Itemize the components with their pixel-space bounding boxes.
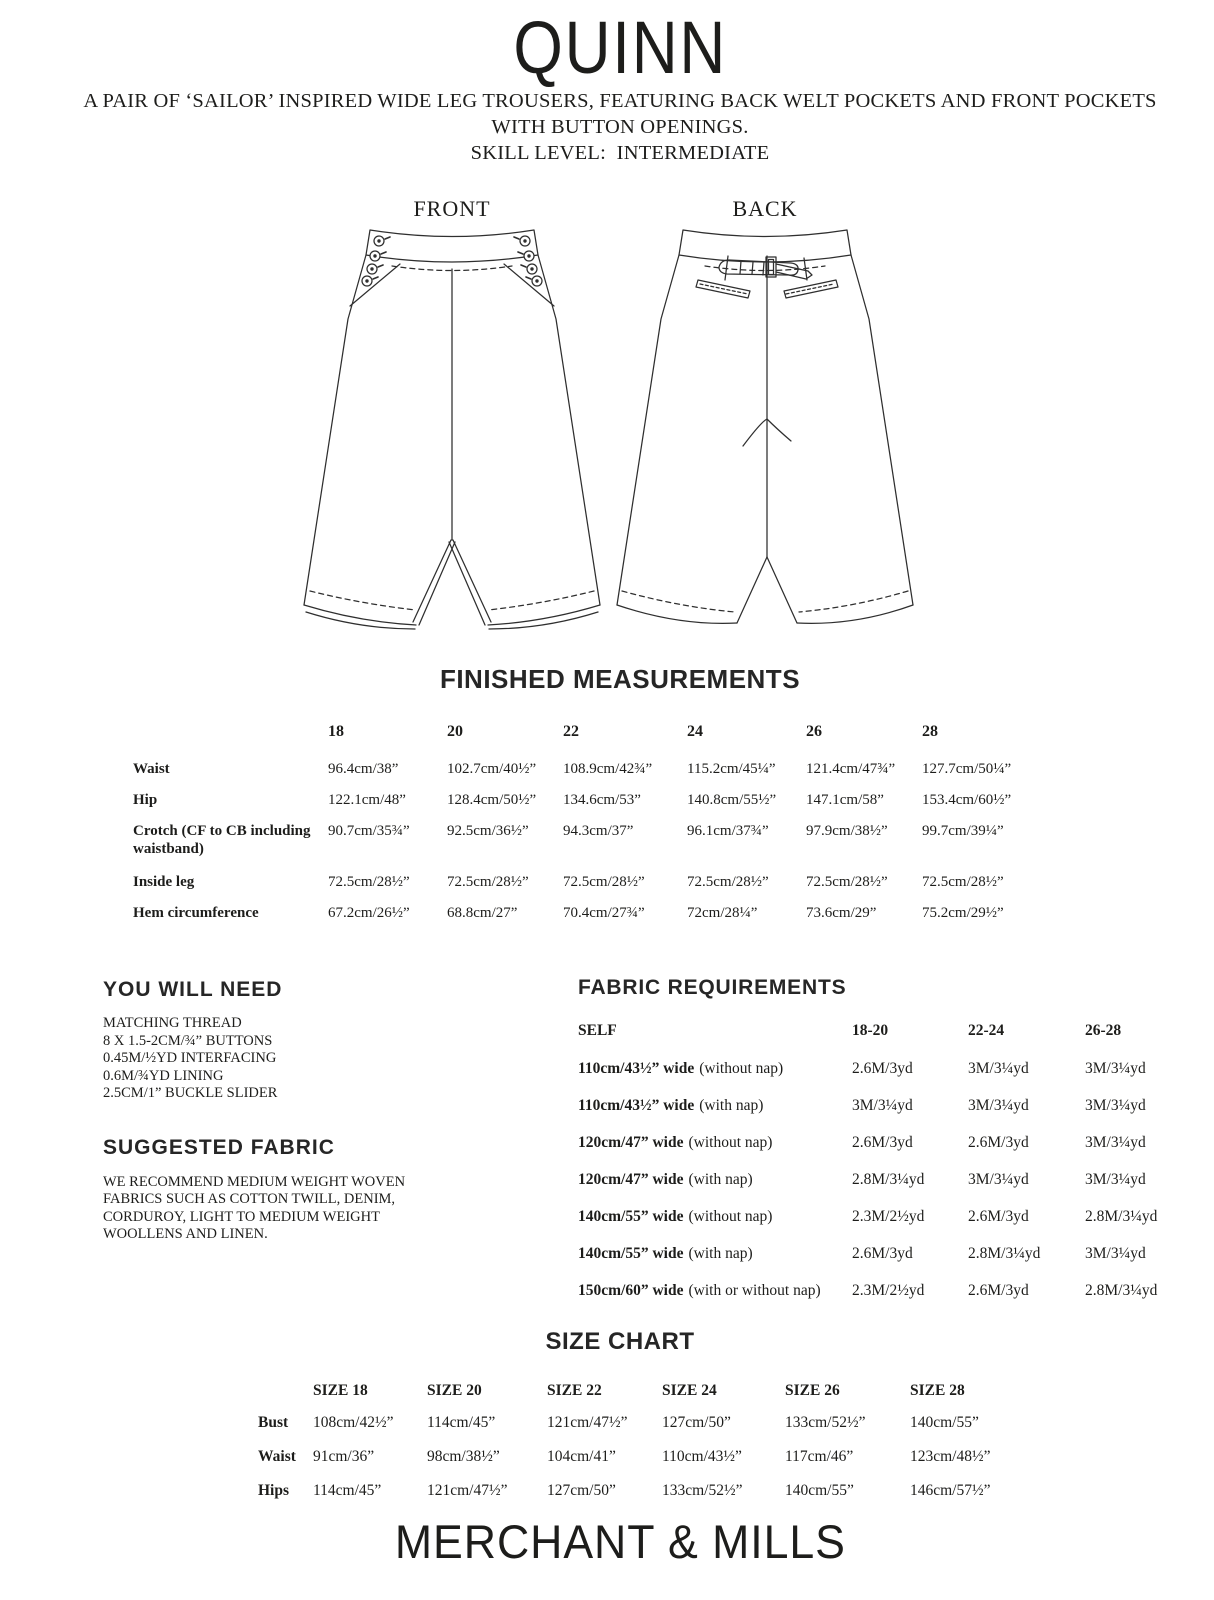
pattern-description — [13, 88, 1214, 166]
fabric-width-label: 150cm/60” wide (with or without nap) — [578, 1282, 821, 1299]
table-row — [578, 1281, 1208, 1301]
yardage-value: 3M/3¼yd — [1085, 1097, 1146, 1114]
suggested-fabric-title: SUGGESTED FABRIC — [103, 1135, 335, 1159]
body-measurement-value: 114cm/45” — [313, 1482, 382, 1499]
brand-logo-text: MERCHANT & MILLS — [394, 1515, 846, 1568]
description-line-1: A PAIR OF ‘SAILOR’ INSPIRED WIDE LEG TROUSERS, FEATURING BACK WELT POCKETS AND FRONT POCKETS — [83, 90, 1157, 112]
measurement-value: 90.7cm/35¾” — [328, 823, 410, 839]
supplies-list — [103, 1015, 498, 1103]
body-measurement-value: 140cm/55” — [785, 1482, 854, 1499]
measurement-value: 96.1cm/37¾” — [687, 823, 769, 839]
table-header-row — [133, 723, 1037, 741]
yardage-value: 2.3M/2½yd — [852, 1208, 925, 1225]
supply-item: 0.45M/½YD INTERFACING — [103, 1050, 277, 1066]
measurement-value: 128.4cm/50½” — [447, 792, 537, 808]
row-label: Waist — [133, 761, 170, 777]
size-range-header: 22-24 — [968, 1022, 1005, 1039]
front-figure — [292, 196, 612, 642]
size-column-header: SIZE 24 — [662, 1382, 717, 1399]
yardage-value: 3M/3¼yd — [1085, 1134, 1146, 1151]
table-row — [258, 1447, 1025, 1467]
measurement-value: 96.4cm/38” — [328, 761, 399, 777]
measurement-value: 70.4cm/27¾” — [563, 905, 645, 921]
body-measurement-value: 146cm/57½” — [910, 1482, 991, 1499]
body-measurement-value: 121cm/47½” — [427, 1482, 508, 1499]
table-row — [133, 760, 1037, 778]
table-header-row — [258, 1381, 1025, 1401]
measurement-value: 97.9cm/38½” — [806, 823, 888, 839]
suggested-fabric-text: WE RECOMMEND MEDIUM WEIGHT WOVEN FABRICS SUCH AS COTTON TWILL, DENIM, CORDUROY, LIGHT TO MEDIUM WEIGHT WOOLLENS AND LINEN. — [103, 1173, 406, 1242]
size-column-header: 24 — [687, 723, 703, 740]
yardage-value: 2.8M/3¼yd — [1085, 1208, 1158, 1225]
measurement-value: 75.2cm/29½” — [922, 905, 1004, 921]
table-row — [578, 1133, 1208, 1153]
yardage-value: 2.8M/3¼yd — [968, 1245, 1041, 1262]
body-measurement-value: 110cm/43½” — [662, 1448, 742, 1465]
page-title — [13, 6, 1214, 89]
size-chart-table — [258, 1381, 1025, 1515]
body-measurement-value: 123cm/48½” — [910, 1448, 991, 1465]
table-row — [133, 873, 1037, 891]
body-measurement-value: 98cm/38½” — [427, 1448, 500, 1465]
you-will-need-title: YOU WILL NEED — [103, 978, 283, 1001]
table-row — [578, 1170, 1208, 1190]
back-view-label: BACK — [732, 196, 798, 221]
fabric-requirements-title: FABRIC REQUIREMENTS — [578, 976, 847, 999]
supply-item: 2.5CM/1” BUCKLE SLIDER — [103, 1085, 278, 1101]
empty-corner-cell — [258, 1381, 313, 1401]
yardage-value: 2.6M/3yd — [968, 1282, 1029, 1299]
measurement-value: 94.3cm/37” — [563, 823, 634, 839]
measurement-value: 72.5cm/28½” — [687, 874, 769, 890]
yardage-value: 3M/3¼yd — [1085, 1171, 1146, 1188]
self-label: SELF — [578, 1022, 617, 1039]
row-label: Inside leg — [133, 874, 195, 890]
front-view-label: FRONT — [413, 196, 491, 221]
measurement-value: 72.5cm/28½” — [922, 874, 1004, 890]
table-header-row — [578, 1021, 1208, 1041]
yardage-value: 2.6M/3yd — [968, 1134, 1029, 1151]
body-measurement-value: 140cm/55” — [910, 1414, 979, 1431]
size-column-header: SIZE 20 — [427, 1382, 482, 1399]
fabric-width-label: 140cm/55” wide (with nap) — [578, 1245, 753, 1262]
table-row — [578, 1244, 1208, 1264]
measurement-value: 147.1cm/58” — [806, 792, 884, 808]
supply-item: 8 X 1.5-2CM/¾” BUTTONS — [103, 1032, 273, 1049]
fabric-width-label: 120cm/47” wide (with nap) — [578, 1171, 753, 1188]
size-chart-title: SIZE CHART — [545, 1328, 695, 1355]
fabric-width-label: 110cm/43½” wide (without nap) — [578, 1060, 784, 1077]
measurement-value: 134.6cm/53” — [563, 792, 641, 808]
measurement-value: 72.5cm/28½” — [328, 874, 410, 890]
size-column-header: SIZE 22 — [547, 1382, 602, 1399]
measurement-value: 121.4cm/47¾” — [806, 761, 896, 777]
yardage-value: 2.6M/3yd — [852, 1060, 913, 1077]
yardage-value: 2.3M/2½yd — [852, 1282, 925, 1299]
measurement-value: 102.7cm/40½” — [447, 761, 537, 777]
measurement-value: 72cm/28¼” — [687, 905, 758, 921]
row-label: Waist — [258, 1448, 296, 1465]
front-trousers-illustration — [292, 222, 612, 642]
table-row — [133, 791, 1037, 809]
table-row — [258, 1481, 1025, 1501]
yardage-value: 3M/3¼yd — [968, 1171, 1029, 1188]
yardage-value: 2.8M/3¼yd — [1085, 1282, 1158, 1299]
yardage-value: 3M/3¼yd — [1085, 1060, 1146, 1077]
measurement-value: 153.4cm/60½” — [922, 792, 1012, 808]
skill-level: SKILL LEVEL: INTERMEDIATE — [470, 142, 770, 164]
body-measurement-value: 108cm/42½” — [313, 1414, 394, 1431]
body-measurement-value: 133cm/52½” — [785, 1414, 866, 1431]
measurement-value: 115.2cm/45¼” — [687, 761, 776, 777]
table-row — [578, 1207, 1208, 1227]
measurement-value: 99.7cm/39¼” — [922, 823, 1004, 839]
size-column-header: SIZE 28 — [910, 1382, 965, 1399]
row-label: Crotch (CF to CB including waistband) — [133, 823, 311, 857]
fabric-width-label: 120cm/47” wide (without nap) — [578, 1134, 773, 1151]
body-measurement-value: 133cm/52½” — [662, 1482, 743, 1499]
supply-item: 0.6M/¾YD LINING — [103, 1067, 224, 1084]
row-label: Hem circumference — [133, 905, 259, 921]
body-measurement-value: 91cm/36” — [313, 1448, 375, 1465]
measurement-value: 122.1cm/48” — [328, 792, 406, 808]
yardage-value: 2.8M/3¼yd — [852, 1171, 925, 1188]
yardage-value: 2.6M/3yd — [968, 1208, 1029, 1225]
measurement-value: 140.8cm/55½” — [687, 792, 777, 808]
size-column-header: 22 — [563, 723, 579, 740]
table-row — [578, 1096, 1208, 1116]
row-label: Hip — [133, 792, 158, 808]
finished-measurements-table — [133, 723, 1037, 935]
table-row — [578, 1059, 1208, 1079]
page-title-text: QUINN — [513, 6, 727, 89]
brand-logo — [13, 1514, 1214, 1570]
size-column-header: 26 — [806, 723, 822, 740]
measurement-value: 108.9cm/42¾” — [563, 761, 653, 777]
body-measurement-value: 127cm/50” — [547, 1482, 616, 1499]
table-row — [133, 822, 1037, 858]
yardage-value: 3M/3¼yd — [968, 1097, 1029, 1114]
fabric-requirements-table — [578, 1021, 1208, 1301]
back-trousers-illustration — [605, 222, 925, 642]
back-figure — [605, 196, 925, 642]
measurement-value: 127.7cm/50¼” — [922, 761, 1012, 777]
body-measurement-value: 121cm/47½” — [547, 1414, 628, 1431]
fabric-width-label: 110cm/43½” wide (with nap) — [578, 1097, 764, 1114]
finished-measurements-title: FINISHED MEASUREMENTS — [439, 664, 801, 694]
measurement-value: 72.5cm/28½” — [806, 874, 888, 890]
table-row — [258, 1413, 1025, 1433]
measurement-value: 73.6cm/29” — [806, 905, 877, 921]
description-line-2: WITH BUTTON OPENINGS. — [491, 116, 749, 138]
measurement-value: 72.5cm/28½” — [447, 874, 529, 890]
size-column-header: SIZE 18 — [313, 1382, 368, 1399]
measurement-value: 92.5cm/36½” — [447, 823, 529, 839]
yardage-value: 3M/3¼yd — [968, 1060, 1029, 1077]
body-measurement-value: 104cm/41” — [547, 1448, 616, 1465]
measurement-value: 72.5cm/28½” — [563, 874, 645, 890]
row-label: Hips — [258, 1482, 290, 1499]
table-row — [133, 904, 1037, 922]
body-measurement-value: 114cm/45” — [427, 1414, 496, 1431]
measurement-value: 67.2cm/26½” — [328, 905, 410, 921]
fabric-requirements-section — [578, 975, 1208, 1318]
size-column-header: 20 — [447, 723, 463, 740]
yardage-value: 2.6M/3yd — [852, 1245, 913, 1262]
notions-and-fabric-column — [103, 978, 498, 1244]
body-measurement-value: 127cm/50” — [662, 1414, 731, 1431]
size-range-header: 26-28 — [1085, 1022, 1122, 1039]
yardage-value: 3M/3¼yd — [1085, 1245, 1146, 1262]
row-label: Bust — [258, 1414, 289, 1431]
fabric-width-label: 140cm/55” wide (without nap) — [578, 1208, 773, 1225]
size-column-header: 28 — [922, 723, 938, 740]
size-column-header: 18 — [328, 723, 344, 740]
body-measurement-value: 117cm/46” — [785, 1448, 854, 1465]
yardage-value: 2.6M/3yd — [852, 1134, 913, 1151]
supply-item: MATCHING THREAD — [103, 1015, 242, 1031]
size-column-header: SIZE 26 — [785, 1382, 840, 1399]
measurement-value: 68.8cm/27” — [447, 905, 518, 921]
yardage-value: 3M/3¼yd — [852, 1097, 913, 1114]
size-range-header: 18-20 — [852, 1022, 889, 1039]
